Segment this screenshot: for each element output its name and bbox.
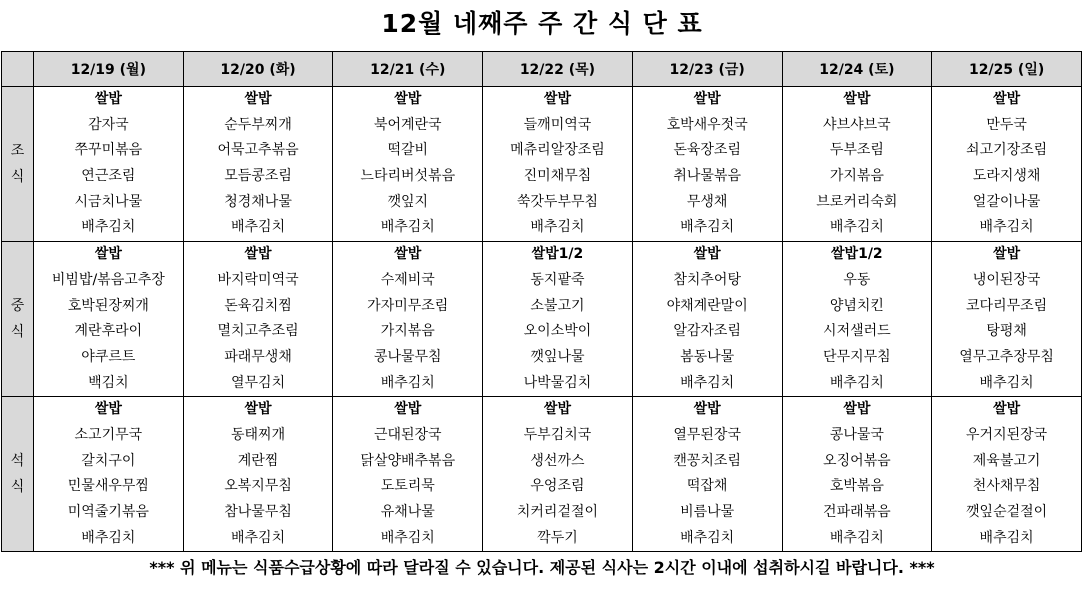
- menu-item: 야쿠르트: [81, 348, 136, 365]
- menu-item: 브로커리숙회: [816, 193, 898, 210]
- menu-item: 배추김치: [979, 529, 1034, 546]
- menu-item: 냉이된장국: [972, 271, 1041, 288]
- menu-item: 쌀밥: [244, 246, 272, 263]
- menu-item: 배추김치: [380, 219, 435, 236]
- menu-item: 떡잡채: [686, 478, 728, 495]
- menu-item: 쌀밥: [244, 91, 272, 107]
- menu-item: 쌀밥: [394, 401, 422, 418]
- menu-item: 제육불고기: [972, 452, 1041, 469]
- menu-item: 캔꽁치조림: [673, 452, 741, 469]
- menu-item: 배추김치: [380, 529, 435, 546]
- menu-cell: [932, 87, 1082, 242]
- table-header-row: [2, 52, 1082, 87]
- menu-item: 깻잎순겉절이: [966, 504, 1048, 520]
- menu-item: 쌀밥: [543, 91, 571, 107]
- menu-item: 쌀밥: [693, 246, 721, 263]
- menu-item: 콩나물무침: [373, 348, 442, 365]
- menu-item: 배추김치: [829, 374, 884, 391]
- menu-item: 오복지무침: [224, 478, 292, 495]
- footer-notice: *** 위 메뉴는 식품수급상황에 따라 달라질 수 있습니다. 제공된 식사는 2시간 이내에 섭취하시길 바랍니다. ***: [149, 558, 935, 577]
- menu-item: 닭살양배추볶음: [360, 452, 456, 469]
- menu-item: 쌀밥: [993, 91, 1021, 107]
- menu-cell: [483, 242, 633, 397]
- menu-cell: [333, 242, 483, 397]
- menu-item: 탕평채: [986, 323, 1027, 340]
- menu-item: 비름나물: [680, 504, 735, 520]
- menu-item: 가자미무조림: [367, 297, 449, 314]
- menu-item: 쑥갓두부무침: [516, 193, 599, 210]
- menu-cell: [632, 87, 782, 242]
- menu-cell: [782, 242, 932, 397]
- meal-row: [2, 87, 1082, 242]
- menu-item: 가지볶음: [829, 168, 884, 185]
- menu-item: 쌀밥: [693, 91, 721, 107]
- menu-item: 쌀밥: [843, 401, 871, 418]
- menu-item: 시저샐러드: [823, 323, 891, 340]
- menu-item: 우동: [843, 271, 871, 288]
- day-header: 12/21 (수): [333, 52, 483, 87]
- menu-item: 메츄리알장조림: [510, 142, 605, 159]
- menu-cell: [782, 87, 932, 242]
- menu-item: 연근조림: [81, 168, 136, 185]
- menu-item: 유채나물: [380, 504, 435, 520]
- meal-label-char: 석: [10, 453, 25, 470]
- menu-item: 북어계란국: [373, 116, 442, 133]
- menu-item: 호박된장찌개: [67, 297, 149, 314]
- menu-cell: [34, 397, 184, 552]
- menu-item: 오징어볶음: [823, 452, 891, 469]
- menu-cell: [333, 87, 483, 242]
- day-header: 12/19 (월): [34, 52, 184, 87]
- menu-item: 근대된장국: [373, 426, 442, 443]
- meal-label-char: 중: [10, 298, 25, 315]
- menu-cell: [183, 397, 333, 552]
- menu-cell: [34, 87, 184, 242]
- menu-item: 쌀밥: [244, 401, 272, 418]
- menu-item: 깻잎나물: [530, 348, 585, 365]
- menu-item: 어묵고추볶음: [217, 142, 299, 159]
- menu-item: 쌀밥: [993, 246, 1021, 263]
- menu-item: 건파래볶음: [823, 504, 891, 520]
- menu-item: 쌀밥: [94, 246, 122, 263]
- menu-item: 시금치나물: [74, 193, 143, 210]
- menu-item: 수제비국: [380, 271, 435, 288]
- menu-item: 쌀밥: [843, 91, 871, 107]
- menu-item: 계란후라이: [74, 323, 143, 340]
- menu-item: 호박새우젓국: [666, 116, 748, 133]
- menu-item: 동지팥죽: [530, 271, 585, 288]
- menu-item: 우엉조림: [530, 478, 585, 495]
- menu-item: 청경채나물: [224, 193, 292, 210]
- menu-item: 미역줄기볶음: [67, 504, 149, 520]
- menu-item: 열무된장국: [673, 426, 741, 443]
- menu-cell: [333, 397, 483, 552]
- menu-item: 모듬콩조림: [224, 168, 292, 185]
- menu-cell: [632, 397, 782, 552]
- menu-item: 감자국: [88, 116, 129, 133]
- menu-item: 진미채무침: [523, 168, 592, 185]
- menu-item: 들깨미역국: [523, 116, 592, 133]
- day-header: 12/24 (토): [782, 52, 932, 87]
- menu-item: 쌀밥1/2: [531, 246, 584, 263]
- meal-label-char: 식: [10, 324, 25, 341]
- menu-cell: [183, 87, 333, 242]
- meal-row: [2, 397, 1082, 552]
- menu-item: 열무김치: [231, 374, 286, 391]
- menu-item: 콩나물국: [829, 426, 884, 443]
- menu-item: 쌀밥: [693, 401, 721, 418]
- menu-item: 배추김치: [979, 219, 1034, 236]
- menu-item: 동태찌개: [231, 426, 286, 443]
- menu-item: 배추김치: [81, 219, 136, 236]
- menu-item: 도라지생채: [972, 168, 1041, 185]
- menu-item: 샤브샤브국: [823, 116, 891, 133]
- menu-cell: [483, 87, 633, 242]
- menu-item: 배추김치: [380, 374, 435, 391]
- menu-item: 봄동나물: [680, 348, 735, 365]
- menu-item: 파래무생채: [224, 348, 292, 365]
- menu-item: 취나물볶음: [673, 168, 741, 185]
- menu-cell: [632, 242, 782, 397]
- menu-item: 나박물김치: [523, 374, 592, 391]
- menu-item: 오이소박이: [523, 323, 592, 340]
- menu-item: 쌀밥1/2: [831, 246, 883, 263]
- menu-item: 떡갈비: [387, 142, 429, 159]
- menu-item: 배추김치: [680, 529, 735, 546]
- menu-item: 깍두기: [537, 529, 578, 546]
- menu-item: 배추김치: [680, 374, 735, 391]
- menu-item: 깻잎지: [387, 193, 429, 210]
- menu-item: 쭈꾸미볶음: [74, 142, 143, 159]
- menu-item: 야채계란말이: [666, 297, 748, 314]
- menu-item: 멸치고추조림: [217, 323, 299, 340]
- menu-item: 소고기무국: [74, 426, 143, 443]
- meal-label: [2, 242, 34, 397]
- menu-item: 배추김치: [829, 219, 884, 236]
- menu-item: 참나물무침: [224, 504, 292, 520]
- menu-item: 참치추어탕: [673, 271, 741, 288]
- menu-item: 배추김치: [829, 529, 884, 546]
- menu-item: 돈육김치찜: [224, 297, 292, 314]
- weekly-menu-table: [1, 51, 1082, 552]
- menu-item: 쇠고기장조림: [966, 142, 1048, 159]
- menu-item: 코다리무조림: [966, 297, 1048, 314]
- day-header: 12/25 (일): [932, 52, 1082, 87]
- meal-label-char: 식: [10, 479, 25, 496]
- menu-item: 쌀밥: [543, 401, 571, 418]
- menu-cell: [483, 397, 633, 552]
- menu-item: 무생채: [686, 193, 728, 210]
- menu-cell: [932, 242, 1082, 397]
- menu-item: 배추김치: [231, 219, 286, 236]
- menu-item: 바지락미역국: [217, 271, 299, 288]
- menu-item: 쌀밥: [394, 91, 422, 107]
- meal-label-char: 식: [10, 169, 25, 186]
- menu-item: 열무고추장무침: [959, 348, 1054, 365]
- menu-item: 가지볶음: [380, 323, 435, 340]
- menu-item: 순두부찌개: [224, 116, 292, 133]
- menu-item: 쌀밥: [94, 401, 122, 418]
- menu-item: 백김치: [88, 374, 129, 391]
- meal-row: [2, 242, 1082, 397]
- menu-item: 느타리버섯볶음: [360, 168, 456, 185]
- menu-item: 쌀밥: [94, 91, 122, 107]
- menu-item: 두부조림: [829, 142, 884, 159]
- menu-cell: [782, 397, 932, 552]
- menu-item: 쌀밥: [993, 401, 1021, 418]
- menu-item: 도토리묵: [380, 478, 435, 495]
- day-header: 12/22 (목): [483, 52, 633, 87]
- menu-item: 배추김치: [979, 374, 1034, 391]
- menu-cell: [932, 397, 1082, 552]
- menu-item: 갈치구이: [81, 452, 136, 469]
- menu-item: 배추김치: [530, 219, 585, 236]
- menu-item: 양념치킨: [829, 297, 884, 314]
- menu-item: 치커리겉절이: [516, 504, 599, 520]
- menu-item: 민물새우무찜: [67, 478, 149, 495]
- menu-item: 소불고기: [530, 297, 585, 314]
- menu-cell: [34, 242, 184, 397]
- header-corner: [2, 52, 34, 87]
- menu-item: 계란찜: [237, 452, 279, 469]
- menu-item: 쌀밥: [394, 246, 422, 263]
- day-header: 12/23 (금): [632, 52, 782, 87]
- menu-item: 배추김치: [81, 529, 136, 546]
- menu-item: 얼갈이나물: [972, 193, 1041, 210]
- menu-item: 우거지된장국: [966, 426, 1048, 443]
- day-header: 12/20 (화): [183, 52, 333, 87]
- menu-cell: [183, 242, 333, 397]
- menu-item: 배추김치: [231, 529, 286, 546]
- meal-label-char: 조: [10, 143, 25, 160]
- menu-item: 돈육장조림: [673, 142, 741, 159]
- menu-item: 두부김치국: [523, 426, 592, 443]
- meal-label: [2, 397, 34, 552]
- menu-item: 단무지무침: [823, 348, 891, 365]
- page-title: 12월 네째주 주 간 식 단 표: [381, 9, 703, 38]
- meal-label: [2, 87, 34, 242]
- menu-item: 배추김치: [680, 219, 735, 236]
- menu-item: 비빔밥/볶음고추장: [51, 271, 165, 288]
- menu-item: 만두국: [986, 116, 1027, 133]
- menu-item: 알감자조림: [673, 323, 741, 340]
- menu-item: 천사채무침: [972, 478, 1041, 495]
- menu-item: 생선까스: [530, 452, 585, 469]
- menu-item: 호박볶음: [829, 478, 884, 495]
